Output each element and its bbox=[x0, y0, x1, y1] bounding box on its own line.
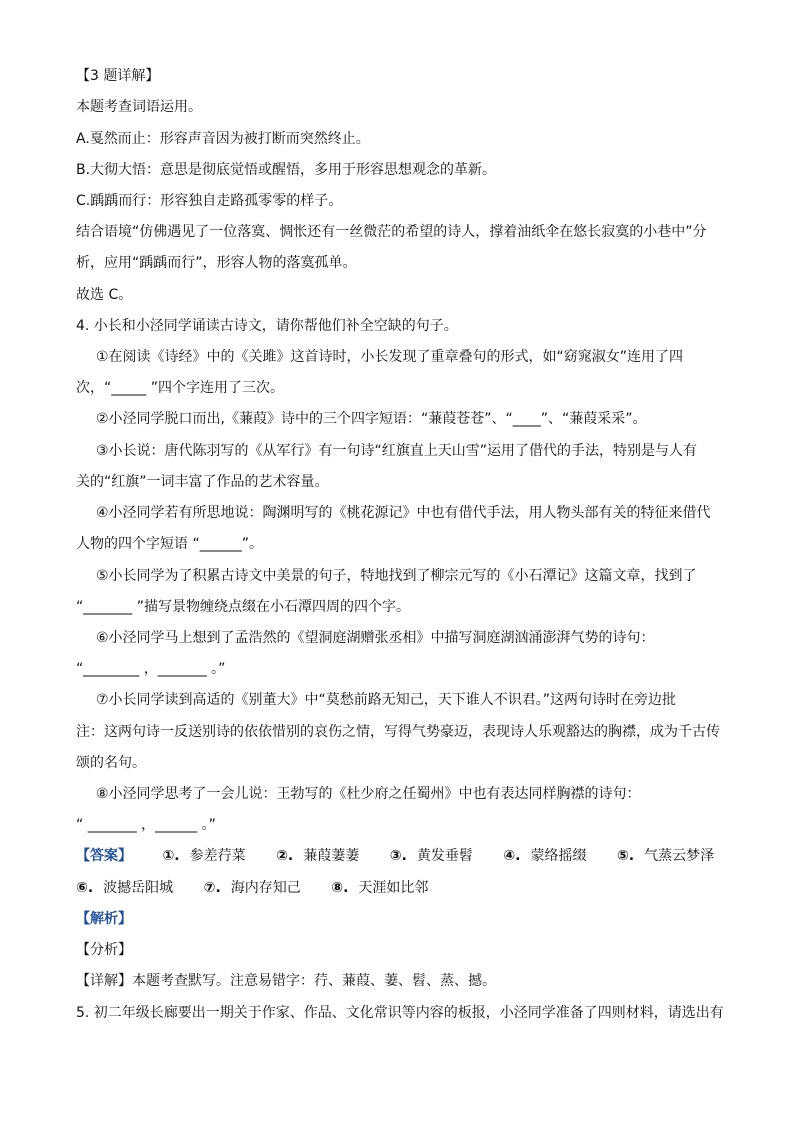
fenxi-label: 【分析】 bbox=[76, 942, 132, 958]
q4-item-7-line-1: ⑦小长同学读到高适的《别董大》中“莫愁前路无知己，天下谁人不识君。”这两句诗时在旁边批 bbox=[96, 692, 677, 708]
answer-item: ①. 参差荇菜 bbox=[162, 848, 246, 864]
q3-choice: 故选 C。 bbox=[76, 287, 133, 303]
q4-item-4-line-1: ④小泾同学若有所思地说：陶渊明写的《桃花源记》中也有借代手法，用人物头部有关的特征来借代 bbox=[96, 505, 711, 521]
answer-item: ⑧. 天涯如比邻 bbox=[331, 880, 429, 896]
q4-item-6-line-1: ⑥小泾同学马上想到了孟浩然的《望洞庭湖赠张丞相》中描写洞庭湖汹涌澎湃气势的诗句： bbox=[96, 630, 655, 646]
q3-heading: 【3 题详解】 bbox=[76, 68, 160, 84]
q4-item-8-line-1: ⑧小泾同学思考了一会儿说：王勃写的《杜少府之任蜀州》中也有表达同样胸襟的诗句： bbox=[96, 786, 641, 802]
q3-option-b: B.大彻大悟：意思是彻底觉悟或醒悟，多用于形容思想观念的革新。 bbox=[76, 162, 497, 178]
q4-stem: 4. 小长和小泾同学诵读古诗文，请你帮他们补全空缺的句子。 bbox=[76, 318, 458, 334]
answer-item: ⑦. 海内存知己 bbox=[203, 880, 301, 896]
answer-item: ②. 蒹葭萋萋 bbox=[276, 848, 360, 864]
analysis-label: 【解析】 bbox=[76, 911, 132, 927]
q4-item-3-line-2: 关的“红旗”一词丰富了作品的艺术容量。 bbox=[76, 474, 329, 490]
q4-item-4-line-2: 人物的四个字短语 “______”。 bbox=[76, 536, 263, 552]
q4-item-5-line-1: ⑤小长同学为了积累古诗文中美景的句子，特地找到了柳宗元写的《小石潭记》这篇文章，找到了 bbox=[96, 568, 697, 584]
answer-item: ③. 黄发垂髫 bbox=[389, 848, 473, 864]
q4-item-5-line-2: “_______ ”描写景物缠绕点缀在小石潭四周的四个字。 bbox=[76, 599, 410, 615]
answer-item: ④. 蒙络摇缀 bbox=[503, 848, 587, 864]
detail-text: 本题考查默写。注意易错字：荇、蒹葭、萋、髫、蒸、撼。 bbox=[132, 973, 496, 989]
q4-item-6-line-2: “________ ，_______ 。” bbox=[76, 661, 226, 677]
detail-line bbox=[76, 971, 726, 991]
q4-item-1-line-2: 次，“_____ ”四个字连用了三次。 bbox=[76, 380, 284, 396]
q3-intro: 本题考查词语运用。 bbox=[76, 99, 202, 115]
q3-context-line-2: 析，应用“踽踽而行”，形容人物的落寞孤单。 bbox=[76, 255, 357, 271]
q5-stem: 5. 初二年级长廊要出一期关于作家、作品、文化常识等内容的板报，小泾同学准备了四则材料，请选出有 bbox=[76, 1005, 724, 1021]
detail-label: 【详解】 bbox=[76, 973, 132, 989]
q4-item-3-line-1: ③小长说：唐代陈羽写的《从军行》有一句诗“红旗直上天山雪”运用了借代的手法，特别是与人有 bbox=[96, 443, 698, 459]
q3-option-c: C.踽踽而行：形容独自走路孤零零的样子。 bbox=[76, 193, 343, 209]
q4-item-1-line-1: ①在阅读《诗经》中的《关雎》这首诗时，小长发现了重章叠句的形式，如“窈窕淑女”连用了四 bbox=[96, 349, 684, 365]
q4-item-2: ②小泾同学脱口而出,《蒹葭》诗中的三个四字短语：“蒹葭苍苍”、“____”、“蒹葭采采”。 bbox=[96, 411, 647, 427]
q4-item-7-line-2: 注：这两句诗一反送别诗的依依惜别的哀伤之情，写得气势豪迈，表现诗人乐观豁达的胸襟，成为千古传 bbox=[76, 724, 720, 740]
q4-item-8-line-2: “ _______ ，______ 。” bbox=[76, 817, 216, 833]
answer-row-2 bbox=[76, 878, 726, 898]
answer-item: ⑥. 波撼岳阳城 bbox=[76, 880, 174, 896]
q4-item-7-line-3: 颂的名句。 bbox=[76, 755, 146, 771]
answer-item: ⑤. 气蒸云梦泽 bbox=[616, 848, 715, 864]
q3-option-a: A.戛然而止：形容声音因为被打断而突然终止。 bbox=[76, 131, 370, 147]
answer-label: 【答案】 bbox=[76, 848, 132, 864]
answer-row-1 bbox=[76, 846, 726, 866]
q3-context-line-1: 结合语境“仿佛遇见了一位落寞、惆怅还有一丝微茫的希望的诗人，撑着油纸伞在悠长寂寞的小巷中”分 bbox=[76, 224, 707, 240]
